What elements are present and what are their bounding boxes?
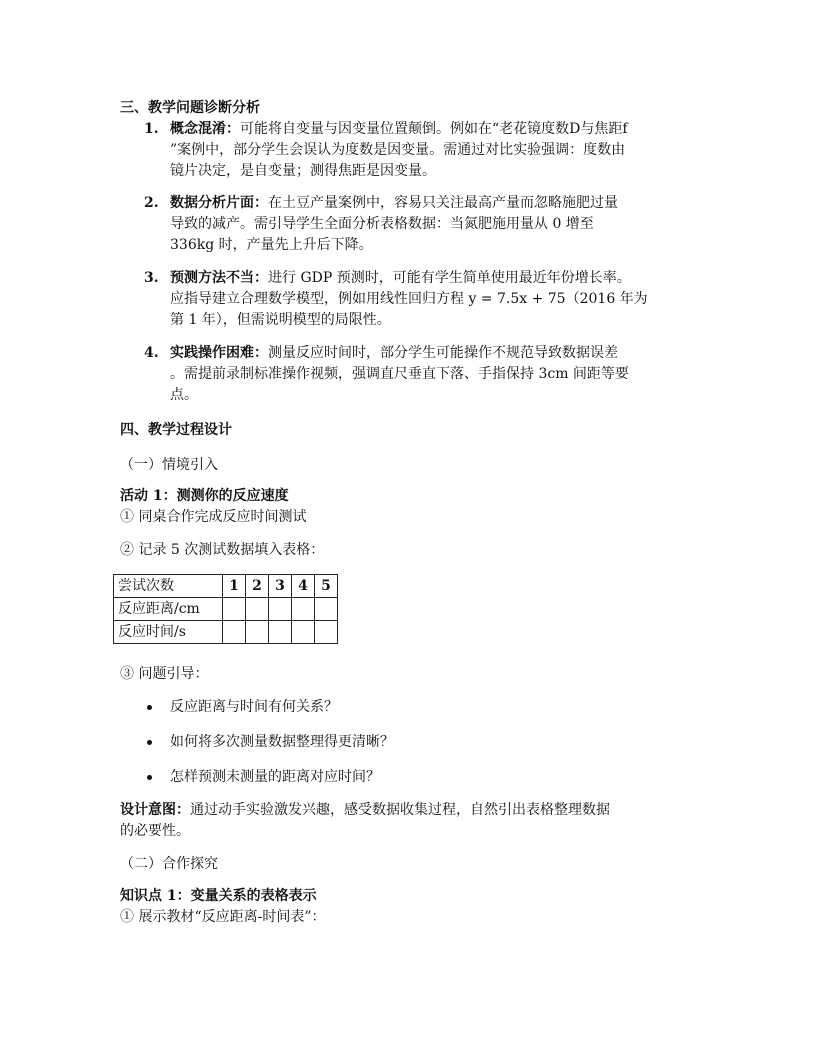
- step-text: ① 同桌合作完成反应时间测试: [120, 509, 307, 525]
- list-item-line: 336kg 时，产量先上升后下降。: [170, 237, 373, 253]
- list-item-line: 应指导建立合理数学模型，例如用线性回归方程 y = 7.5x + 75（2016 年为: [170, 291, 648, 307]
- design-intent-line: 的必要性。: [120, 823, 190, 839]
- table-row: [114, 575, 338, 598]
- list-item-line: [170, 119, 628, 139]
- item-text: 在土豆产量案例中，容易只关注最高产量而忽略施肥过量: [268, 195, 618, 211]
- table-header-cell: 2: [246, 575, 269, 598]
- bullet-icon: [147, 775, 152, 780]
- table-cell: [292, 598, 315, 621]
- list-item-line: [170, 343, 618, 363]
- table-cell: [315, 598, 338, 621]
- item-title: 实践操作困难：: [170, 345, 268, 361]
- activity-title: 活动 1：测测你的反应速度: [120, 488, 289, 504]
- step-text: ① 展示教材“反应距离-时间表”：: [120, 909, 326, 925]
- table-cell: [223, 621, 246, 644]
- step-text: ② 记录 5 次测试数据填入表格：: [120, 542, 325, 558]
- bullet-icon: [147, 705, 152, 710]
- item-text: 可能将自变量与因变量位置颠倒。例如在“老花镜度数D与焦距f: [240, 121, 628, 137]
- item-title: 预测方法不当：: [170, 270, 268, 286]
- item-text: 进行 GDP 预测时，可能有学生简单使用最近年份增长率。: [268, 270, 631, 286]
- list-item-line: 导致的减产。需引导学生全面分析表格数据：当氮肥施用量从 0 增至: [170, 216, 594, 232]
- list-number: 2.: [144, 195, 159, 211]
- list-number: 4.: [144, 345, 159, 361]
- item-title: 数据分析片面：: [170, 195, 268, 211]
- bullet-icon: [147, 740, 152, 745]
- list-number: 3.: [144, 270, 159, 286]
- table-cell: [246, 598, 269, 621]
- list-item-line: 点。: [170, 387, 198, 403]
- table-row-label: 反应时间/s: [114, 621, 223, 644]
- section-heading: 四、教学过程设计: [120, 422, 232, 438]
- list-item-line: [170, 268, 631, 288]
- step-text: ③ 问题引导：: [120, 666, 209, 682]
- list-item-line: [170, 193, 618, 213]
- design-intent-line: [120, 800, 610, 820]
- list-item-line: 镜片决定，是自变量；测得焦距是因变量。: [170, 163, 436, 179]
- table-cell: [315, 621, 338, 644]
- table-header-cell: 3: [269, 575, 292, 598]
- data-table: [113, 574, 338, 644]
- bullet-text: 如何将多次测量数据整理得更清晰？: [170, 734, 394, 750]
- table-header-cell: 尝试次数: [114, 575, 223, 598]
- section-heading: 三、教学问题诊断分析: [120, 100, 260, 116]
- table-cell: [246, 621, 269, 644]
- subsection-heading: （二）合作探究: [120, 856, 218, 872]
- table-cell: [269, 598, 292, 621]
- list-item-line: 。需提前录制标准操作视频，强调直尺垂直下落、手指保持 3cm 间距等要: [170, 366, 629, 382]
- bullet-text: 怎样预测未测量的距离对应时间？: [170, 769, 380, 785]
- item-text: 测量反应时间时，部分学生可能操作不规范导致数据误差: [268, 345, 618, 361]
- table-row: [114, 621, 338, 644]
- design-label: 设计意图：: [120, 802, 190, 818]
- table-cell: [292, 621, 315, 644]
- table-row: [114, 598, 338, 621]
- item-title: 概念混淆：: [170, 121, 240, 137]
- design-text: 通过动手实验激发兴趣，感受数据收集过程，自然引出表格整理数据: [190, 802, 610, 818]
- bullet-text: 反应距离与时间有何关系？: [170, 699, 338, 715]
- list-item-line: ”案例中，部分学生会误认为度数是因变量。需通过对比实验强调：度数由: [170, 142, 626, 158]
- subsection-heading: （一）情境引入: [120, 457, 218, 473]
- table-cell: [223, 598, 246, 621]
- knowledge-title: 知识点 1：变量关系的表格表示: [120, 888, 317, 904]
- table-row-label: 反应距离/cm: [114, 598, 223, 621]
- table-header-cell: 1: [223, 575, 246, 598]
- table-header-cell: 4: [292, 575, 315, 598]
- table-cell: [269, 621, 292, 644]
- list-number: 1.: [144, 121, 159, 137]
- table-header-cell: 5: [315, 575, 338, 598]
- list-item-line: 第 1 年），但需说明模型的局限性。: [170, 312, 391, 328]
